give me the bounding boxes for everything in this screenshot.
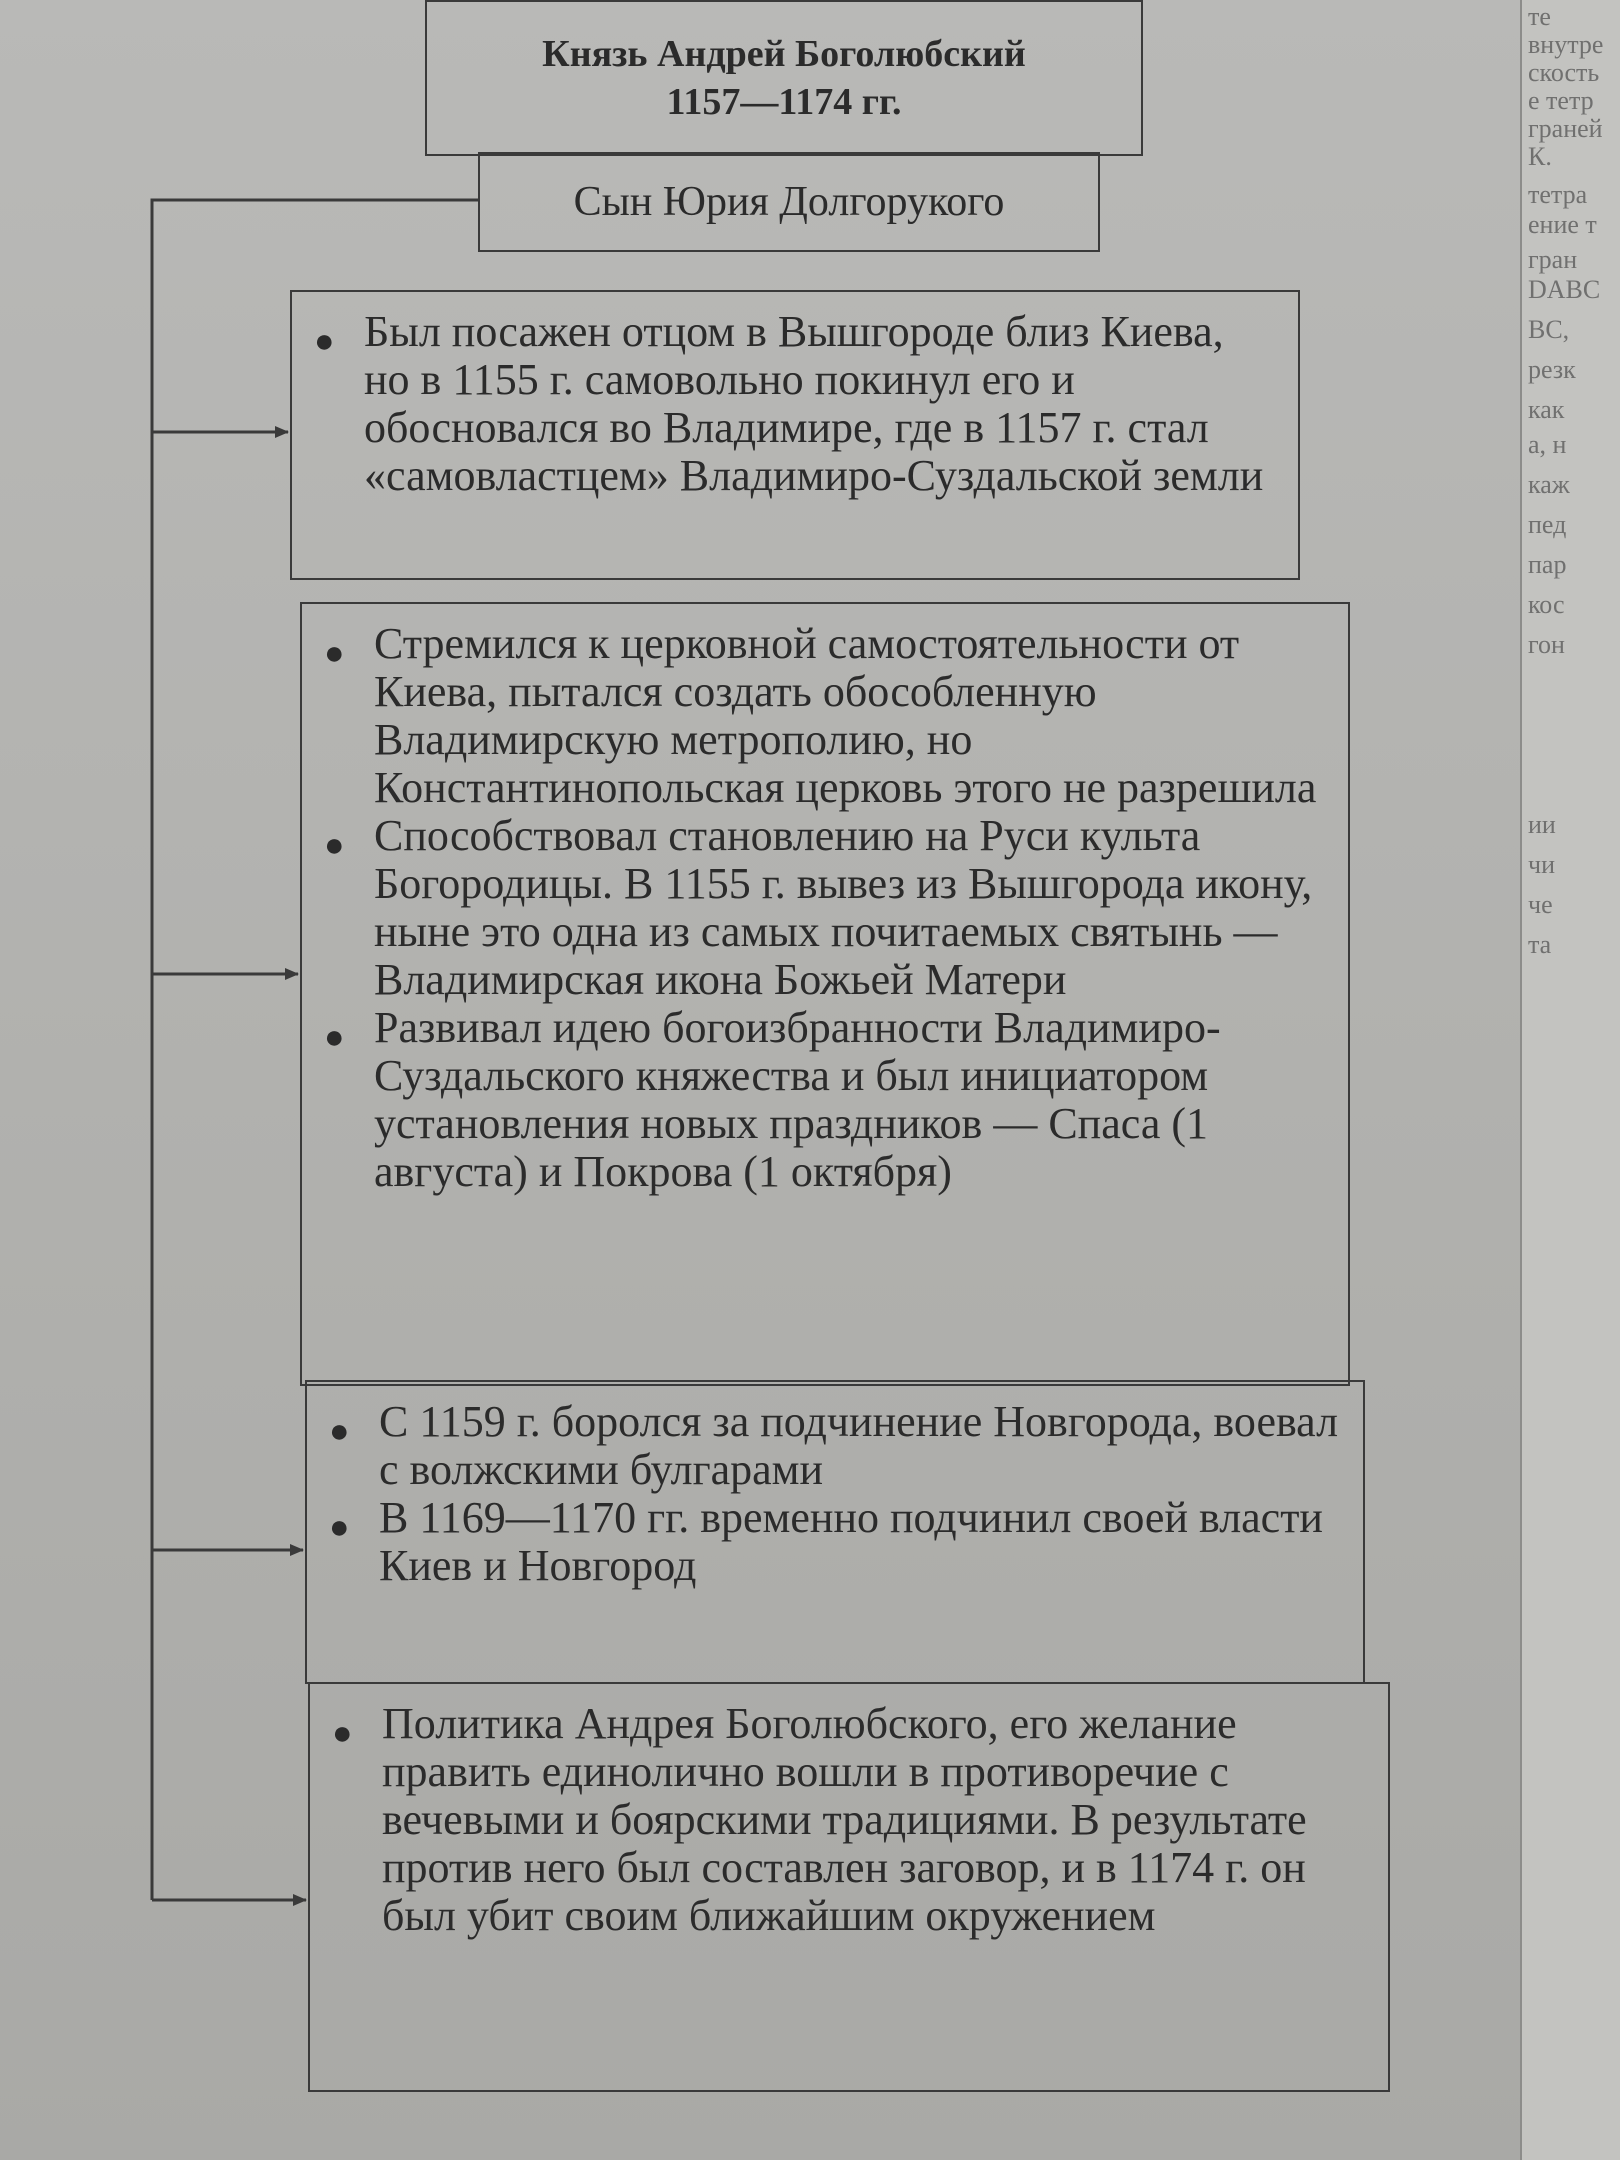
side-text: кос xyxy=(1528,590,1565,619)
list-item xyxy=(312,308,1274,500)
list-item xyxy=(327,1398,1339,1494)
side-text: ение т xyxy=(1528,210,1597,239)
bullet-icon: ● xyxy=(324,1019,345,1056)
bullet-icon: ● xyxy=(332,1715,353,1752)
item-text: Стремился к церковной самостоятельности от Киева, пытался создать обособленную Владимирскую метрополию, но Константинопольская церковь этого не разрешила xyxy=(374,619,1317,812)
list-item xyxy=(322,1004,1324,1196)
side-text: те xyxy=(1528,2,1551,31)
side-text: внутре xyxy=(1528,30,1604,59)
side-text: е тетр xyxy=(1528,86,1594,115)
block-3 xyxy=(305,1380,1365,1684)
side-text: пед xyxy=(1528,510,1567,539)
item-text: Был посажен отцом в Вышгороде близ Киева, но в 1155 г. самовольно покинул его и обосновался во Владимире, где в 1157 г. стал «самовластцем» Владимиро-Суздальской земли xyxy=(364,307,1264,500)
side-text: ии xyxy=(1528,810,1556,839)
side-text: граней xyxy=(1528,114,1603,143)
bullet-icon: ● xyxy=(324,827,345,864)
list-item xyxy=(322,620,1324,812)
list-item xyxy=(327,1494,1339,1590)
side-text: каж xyxy=(1528,470,1570,499)
side-text: скость xyxy=(1528,58,1600,87)
side-text: резк xyxy=(1528,355,1576,384)
side-text: а, н xyxy=(1528,430,1567,459)
side-text: как xyxy=(1528,395,1565,424)
list-item xyxy=(330,1700,1364,1940)
side-text: чи xyxy=(1528,850,1555,879)
bullet-icon: ● xyxy=(314,323,335,360)
side-text: та xyxy=(1528,930,1552,959)
bullet-icon: ● xyxy=(324,635,345,672)
side-text: К. xyxy=(1528,142,1552,171)
item-text: Политика Андрея Боголюбского, его желание править единолично вошли в противоречие с вечевыми и боярскими традициями. В результате против него был составлен заговор, и в 1174 г. он был убит своим ближайшим окружением xyxy=(382,1699,1307,1940)
block-1 xyxy=(290,290,1300,580)
side-text: пар xyxy=(1528,550,1567,579)
title-name: Князь Андрей Боголюбский xyxy=(542,33,1026,75)
side-text: гран xyxy=(1528,245,1578,274)
adjacent-page-edge xyxy=(1520,0,1620,2160)
side-text: тетра xyxy=(1528,180,1588,209)
side-text: DABC xyxy=(1528,275,1601,304)
side-text: гон xyxy=(1528,630,1565,659)
bullet-icon: ● xyxy=(329,1413,350,1450)
item-text: Способствовал становлению на Руси культа Богородицы. В 1155 г. вывез из Вышгорода икону, ныне это одна из самых почитаемых святынь — Владимирская икона Божьей Матери xyxy=(374,811,1313,1004)
block-4 xyxy=(308,1682,1390,2092)
item-text: Развивал идею богоизбранности Владимиро-Суздальского княжества и был инициатором установления новых праздников — Спаса (1 августа) и Покрова (1 октября) xyxy=(374,1003,1221,1196)
side-text: че xyxy=(1528,890,1553,919)
list-item xyxy=(322,812,1324,1004)
bullet-icon: ● xyxy=(329,1509,350,1546)
block-2 xyxy=(300,602,1350,1386)
side-text: BC, xyxy=(1528,315,1570,344)
title-years: 1157—1174 гг. xyxy=(666,81,902,123)
item-text: В 1169—1170 гг. временно подчинил своей власти Киев и Новгород xyxy=(379,1493,1323,1590)
item-text: С 1159 г. боролся за подчинение Новгорода, воевал с волжскими булгарами xyxy=(379,1397,1339,1494)
subtitle-text: Сын Юрия Долгорукого xyxy=(573,179,1005,225)
